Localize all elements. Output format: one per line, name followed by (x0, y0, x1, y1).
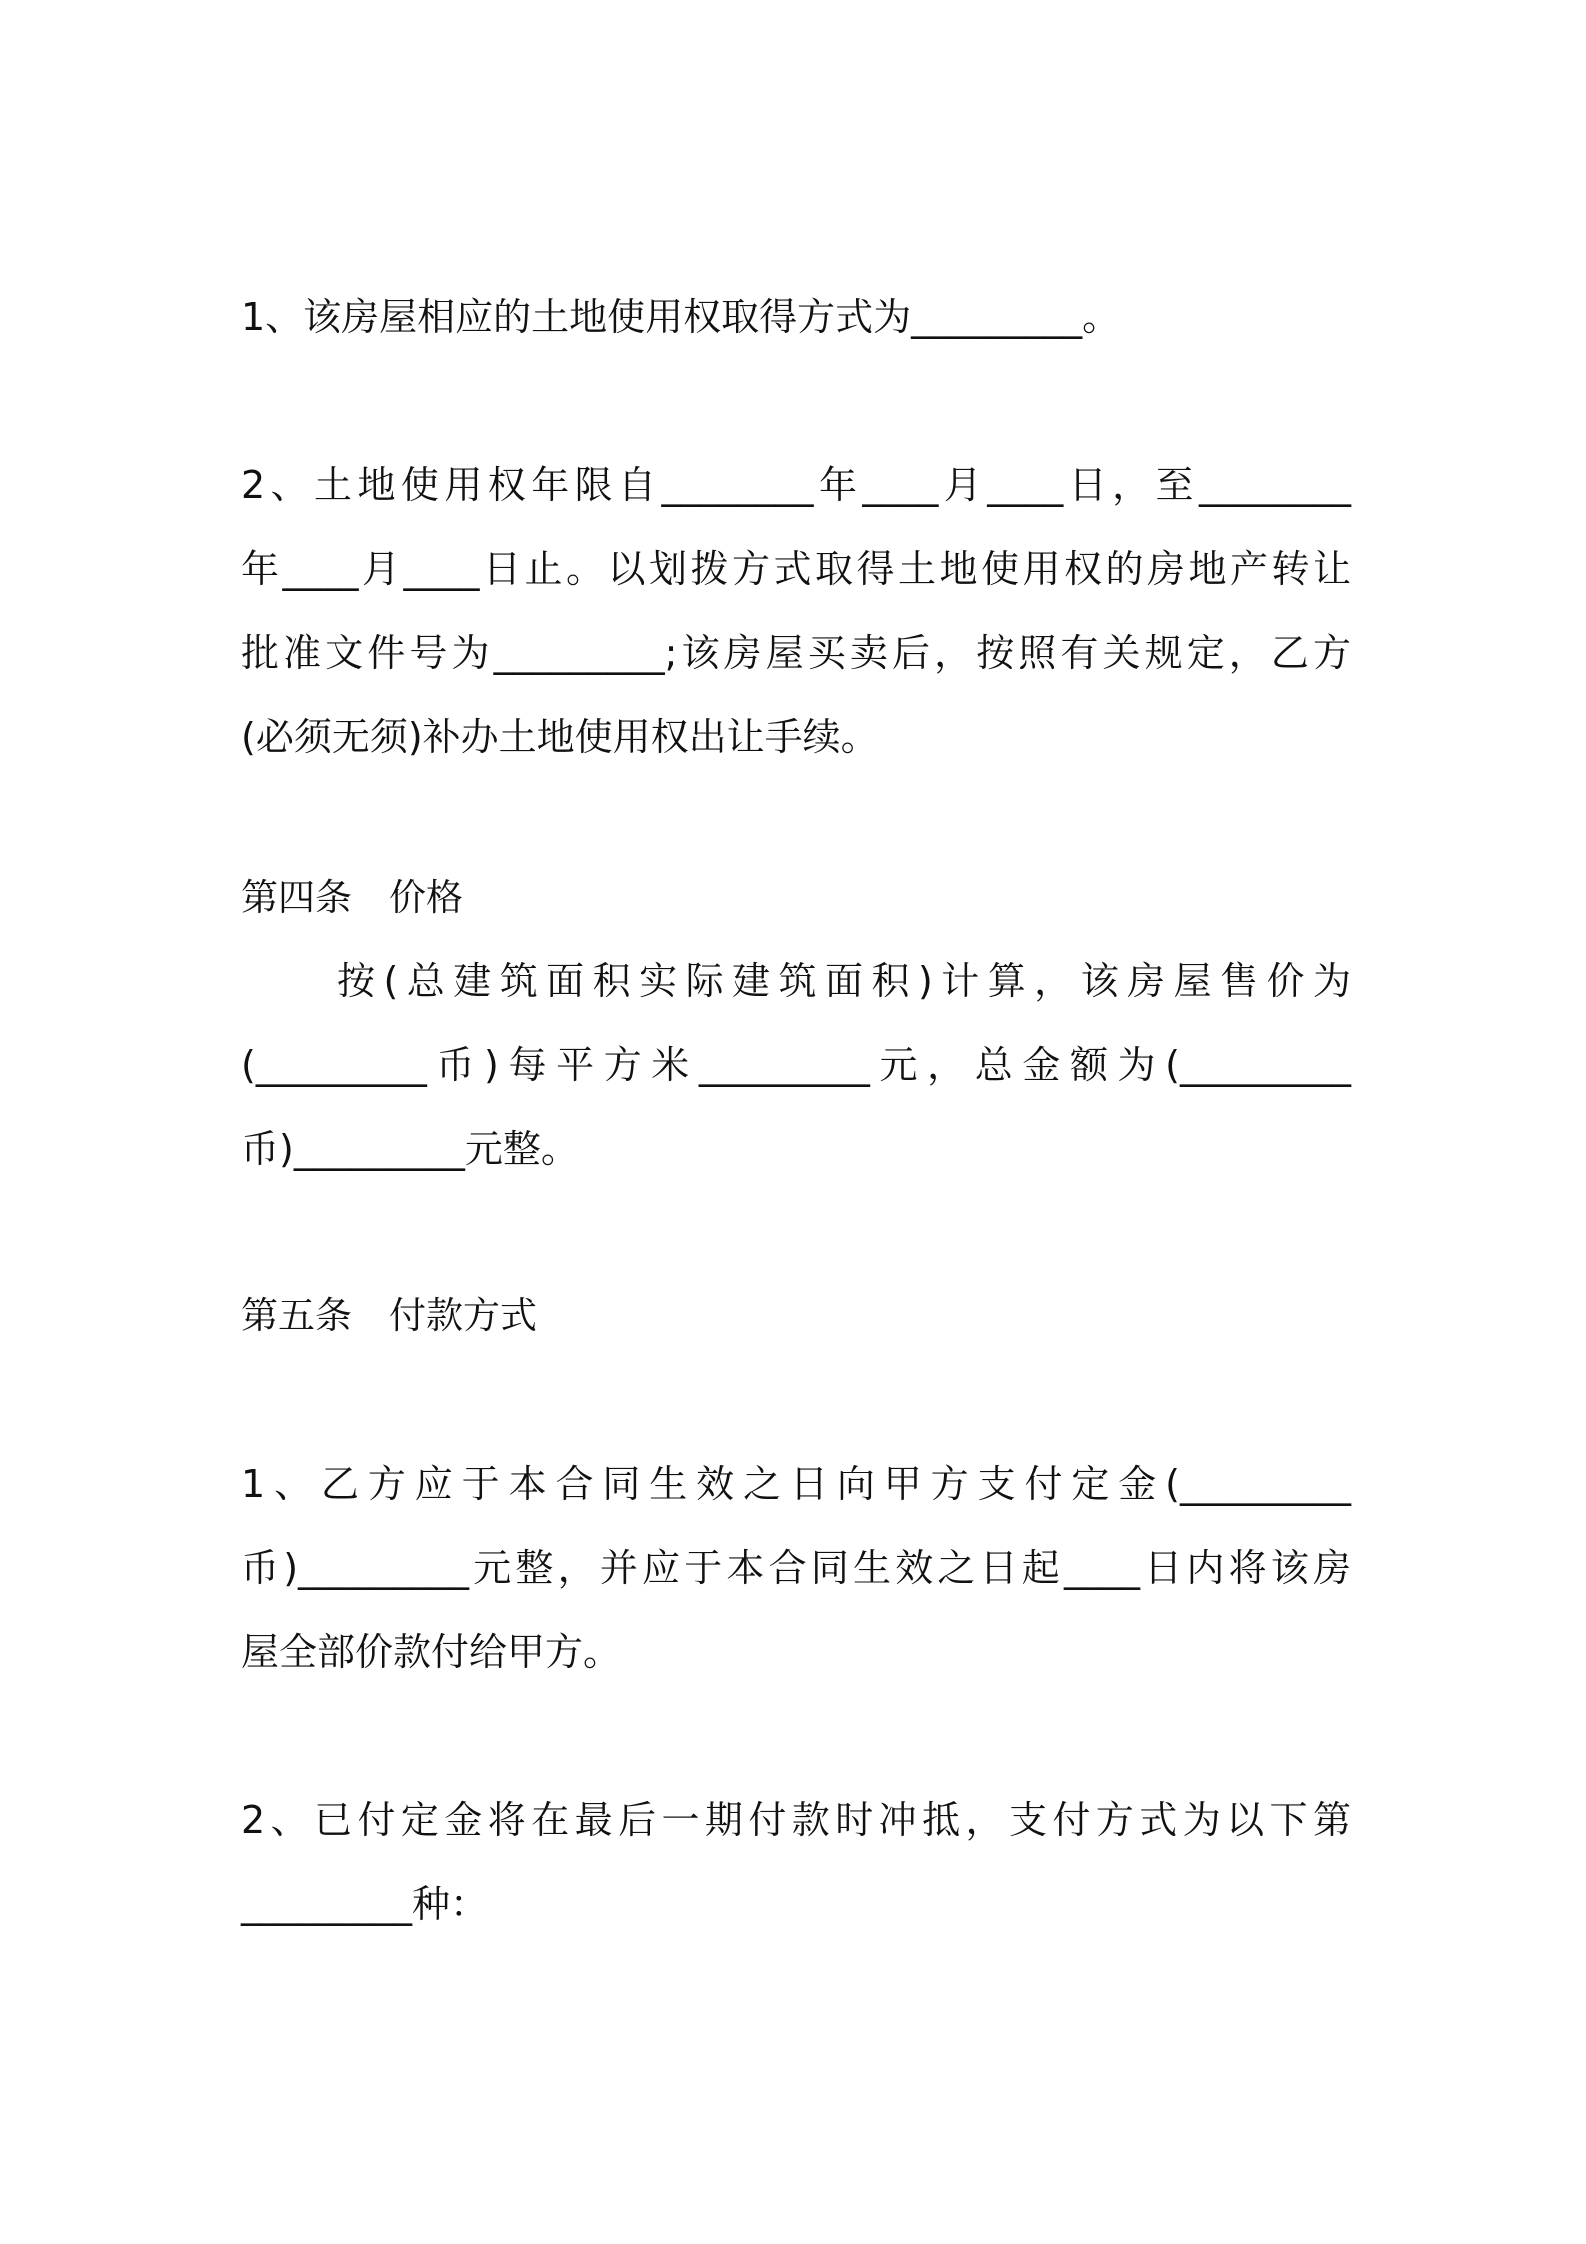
payment-item-1-line-1: 1、乙方应于本合同生效之日向甲方支付定金(_________ (241, 1462, 1351, 1506)
payment-item-2-line-1: 2、已付定金将在最后一期付款时冲抵，支付方式为以下第 (241, 1798, 1351, 1842)
article-5-heading: 第五条 付款方式 (241, 1294, 537, 1337)
price-line-1: 按(总建筑面积实际建筑面积)计算，该房屋售价为 (337, 959, 1351, 1003)
payment-item-2-line-2: _________种： (241, 1882, 489, 1926)
land-use-term-line-4: (必须无须)补办土地使用权出让手续。 (241, 715, 879, 759)
article-4-heading: 第四条 价格 (241, 876, 463, 919)
land-use-acquisition-line: 1、该房屋相应的土地使用权取得方式为_________。 (241, 295, 1121, 339)
price-line-3: 币)_________元整。 (241, 1127, 579, 1171)
payment-item-1-line-3: 屋全部价款付给甲方。 (241, 1630, 622, 1674)
land-use-term-line-2: 年____月____日止。以划拨方式取得土地使用权的房地产转让 (241, 547, 1351, 591)
payment-item-1-line-2: 币)_________元整，并应于本合同生效之日起____日内将该房 (241, 1546, 1351, 1590)
land-use-term-line-3: 批准文件号为_________;该房屋买卖后，按照有关规定，乙方 (241, 631, 1351, 675)
land-use-term-line-1: 2、土地使用权年限自________年____月____日，至________ (241, 463, 1351, 507)
price-line-2: (_________币)每平方米_________元，总金额为(_________ (241, 1043, 1351, 1087)
